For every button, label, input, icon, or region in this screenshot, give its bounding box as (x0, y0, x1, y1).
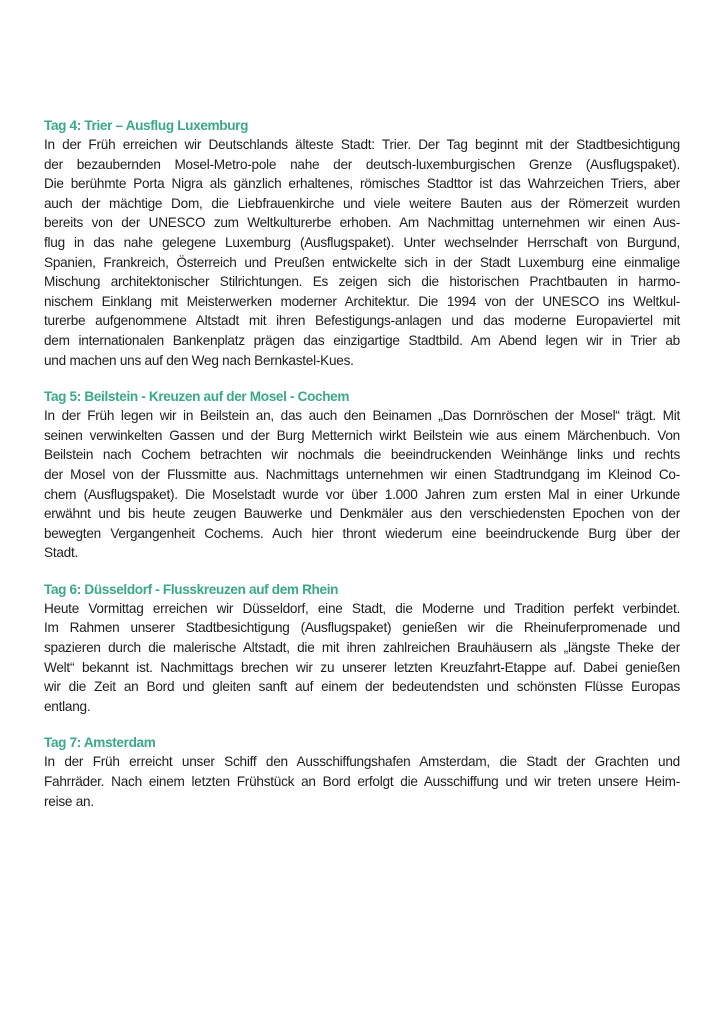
day-4-heading: Tag 4: Trier – Ausflug Luxemburg (44, 118, 249, 133)
itinerary-page (44, 116, 680, 828)
day-7-section (44, 733, 680, 811)
text-line: Fahrräder. Nach einem letzten Frühstück an Bord erfolgt die Ausschiffung und wir treten unsere Heim- (44, 774, 680, 790)
text-line: Die berühmte Porta Nigra als gänzlich erhaltenes, römisches Stadttor ist das Wahrzeichen Triers, aber (44, 176, 680, 192)
text-line: Spanien, Frankreich, Österreich und Preußen entwickelte sich in der Stadt Luxemburg eine einmalige (44, 254, 680, 270)
day-4-body (44, 135, 680, 370)
text-line: seinen verwinkelten Gassen und der Burg Metternich wirkt Beilstein wie aus einem Märchenbuch. Von (44, 427, 680, 443)
text-line: turerbe aufgenommene Altstadt mit ihren Befestigungs-anlagen und das moderne Europaviertel mit (44, 313, 680, 329)
text-line: chem (Ausflugspaket). Die Moselstadt wurde vor über 1.000 Jahren zum ersten Mal in einer Urkunde (44, 486, 680, 502)
day-5-section (44, 387, 680, 563)
text-line: bereits von der UNESCO zum Weltkulturerbe erhoben. Am Nachmittag unternehmen wir einen Aus- (44, 215, 680, 231)
text-line: In der Früh legen wir in Beilstein an, das auch den Beinamen „Das Dornröschen der Mosel“ trägt. Mit (44, 408, 680, 424)
day-6-body (44, 599, 680, 717)
text-line: reise an. (44, 793, 94, 809)
text-line: Mischung architektonischer Stilrichtungen. Es zeigen sich die historischen Prachtbauten in harmo- (44, 274, 680, 290)
text-line: flug in das nahe gelegene Luxemburg (Ausflugspaket). Unter wechselnder Herrschaft von Burgund, (44, 234, 680, 250)
text-line: In der Früh erreicht unser Schiff den Ausschiffungshafen Amsterdam, die Stadt der Grachten und (44, 754, 680, 770)
text-line: Heute Vormittag erreichen wir Düsseldorf, eine Stadt, die Moderne und Tradition perfekt verbindet. (44, 600, 680, 616)
text-line: der Mosel von der Flussmitte aus. Nachmittags unternehmen wir einen Stadtrundgang im Kleinod Co- (44, 466, 680, 482)
text-line: erwähnt und bis heute zeugen Bauwerke und Denkmäler aus den verschiedensten Epochen von der (44, 506, 680, 522)
text-line: der bezaubernden Mosel-Metro-pole nahe der deutsch-luxemburgischen Grenze (Ausflugspaket). (44, 156, 680, 172)
day-6-heading: Tag 6: Düsseldorf - Flusskreuzen auf dem Rhein (44, 581, 339, 597)
text-line: Welt“ bekannt ist. Nachmittags brechen wir zu unserer letzten Kreuzfahrt-Etappe auf. Dabei genießen (44, 659, 680, 675)
text-line: nischem Einklang mit Meisterwerken moderner Architektur. Die 1994 von der UNESCO ins Weltkul- (44, 293, 680, 309)
day-6-section (44, 580, 680, 717)
text-line: und machen uns auf den Weg nach Bernkastel-Kues. (44, 352, 354, 368)
text-line: spazieren durch die malerische Altstadt, die mit ihren zahlreichen Brauhäusern als „längste Theke der (44, 640, 680, 656)
text-line: In der Früh erreichen wir Deutschlands älteste Stadt: Trier. Der Tag beginnt mit der Stadtbesichtigung (44, 137, 680, 152)
text-line: dem internationalen Bankenplatz prägen das einzigartige Stadtbild. Am Abend legen wir in Trier ab (44, 332, 680, 348)
text-line: entlang. (44, 698, 91, 714)
text-line: wir die Zeit an Bord und gleiten sanft auf einem der bedeutendsten und schönsten Flüsse Europas (44, 679, 680, 695)
text-line: Beilstein nach Cochem betrachten wir nochmals die beeindruckenden Weinhänge links und rechts (44, 447, 680, 463)
day-5-heading: Tag 5: Beilstein - Kreuzen auf der Mosel - Cochem (44, 389, 350, 405)
day-4-section (44, 116, 680, 370)
day-5-body (44, 406, 680, 563)
text-line: Stadt. (44, 545, 79, 561)
text-line: auch der mächtige Dom, die Liebfrauenkirche und viele weitere Bauten aus der Römerzeit wurden (44, 195, 680, 211)
text-line: Im Rahmen unserer Stadtbesichtigung (Ausflugspaket) genießen wir die Rheinuferpromenade und (44, 620, 680, 636)
day-7-body (44, 752, 680, 811)
text-line: bewegten Vergangenheit Cochems. Auch hier thront wiederum eine beeindruckende Burg über der (44, 525, 680, 541)
day-7-heading: Tag 7: Amsterdam (44, 735, 156, 751)
